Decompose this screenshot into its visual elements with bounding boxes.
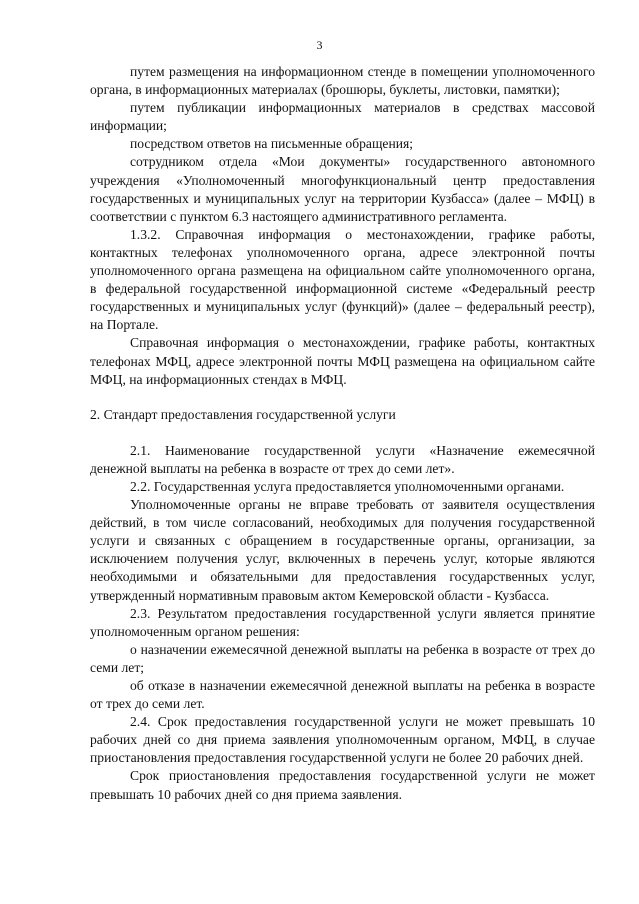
paragraph-suspension-term: Срок приостановления предоставления государственной услуги не может превышать 10 рабочих дней со дня приема заявления.	[90, 768, 595, 802]
paragraph-decision-refusal: об отказе в назначении ежемесячной денежной выплаты на ребенка в возрасте от трех до семи лет.	[90, 678, 595, 712]
paragraph-mfc-staff: сотрудником отдела «Мои документы» государственного автономного учреждения «Уполномоченный многофункциональный центр предоставления государственных и муниципальных услуг на территории Кузбасса» (далее – МФЦ) в соответствии с пунктом 6.3 настоящего административного регламента.	[90, 154, 595, 224]
paragraph-2-1: 2.1. Наименование государственной услуги «Назначение ежемесячной денежной выплаты на ребенка в возрасте от трех до семи лет».	[90, 442, 595, 476]
paragraph-2-3: 2.3. Результатом предоставления государственной услуги является принятие уполномоченным органом решения:	[90, 605, 595, 639]
paragraph-authorized-bodies: Уполномоченные органы не вправе требовать от заявителя осуществления действий, в том числе согласований, необходимых для получения государственной услуги и связанных с обращением в государственные органы, организации, за исключением получения услуг, включенных в перечень услуг, которые являются необходимыми и обязательными для предоставления государственных услуг, утвержденный нормативным правовым актом Кемеровской области - Кузбасса.	[90, 497, 595, 603]
paragraph-mfc-reference-info: Справочная информация о местонахождении, графике работы, контактных телефонах МФЦ, адресе электронной почты МФЦ размещена на официальном сайте МФЦ, на информационных стендах в МФЦ.	[90, 335, 595, 387]
page-number: 3	[316, 38, 323, 52]
paragraph-decision-grant: о назначении ежемесячной денежной выплаты на ребенка в возрасте от трех до семи лет;	[90, 641, 595, 675]
paragraph-info-stand: путем размещения на информационном стенде в помещении уполномоченного органа, в информационных материалах (брошюры, буклеты, листовки, памятки);	[90, 64, 595, 98]
paragraph-1-3-2: 1.3.2. Справочная информация о местонахождении, графике работы, контактных телефонах уполномоченного органа, адресе электронной почты уполномоченного органа размещена на официальном сайте уполномоченного органа, в федеральной государственной информационной системе «Федеральный реестр государственных и муниципальных услуг (функций)» (далее – федеральный реестр), на Портале.	[90, 226, 595, 333]
section-heading: 2. Стандарт предоставления государственной услуги	[90, 406, 396, 422]
paragraph-2-2: 2.2. Государственная услуга предоставляется уполномоченными органами.	[130, 478, 565, 494]
document-body	[90, 63, 595, 804]
paragraph-mass-media: путем публикации информационных материалов в средствах массовой информации;	[90, 100, 595, 134]
paragraph-written-requests: посредством ответов на письменные обращения;	[130, 136, 414, 152]
paragraph-2-4: 2.4. Срок предоставления государственной услуги не может превышать 10 рабочих дней со дня приема заявления уполномоченным органом, МФЦ, в случае приостановления предоставления государственной услуги не более 20 рабочих дней.	[90, 714, 595, 766]
